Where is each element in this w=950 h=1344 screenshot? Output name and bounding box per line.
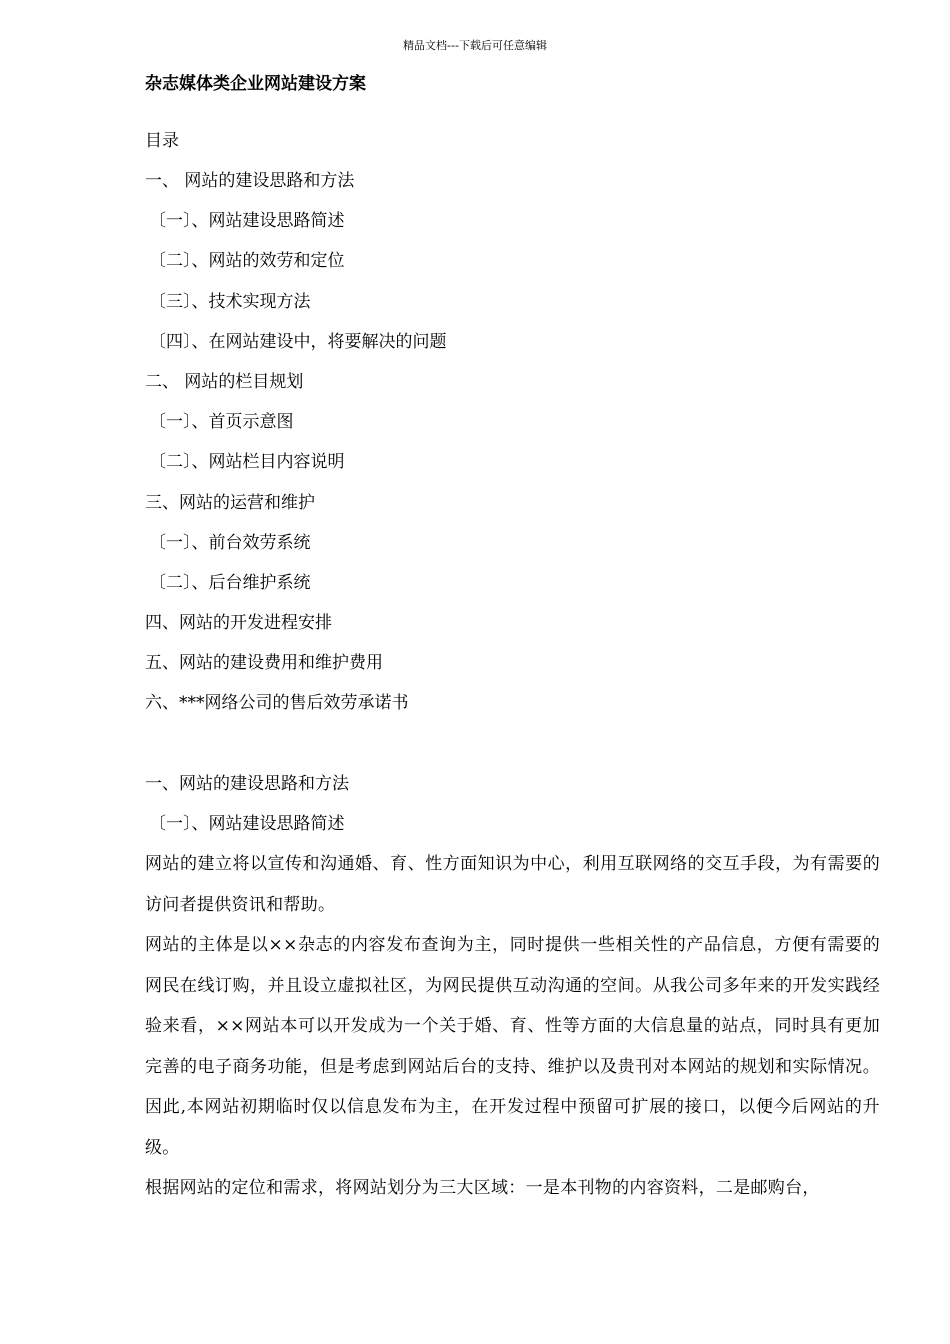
toc-item: 〔一〕、首页示意图	[149, 412, 294, 433]
section-heading: 一、网站的建设思路和方法	[145, 774, 349, 794]
toc-item: 〔二〕、后台维护系统	[149, 572, 311, 593]
section-subheading: 〔一〕、网站建设思路简述	[149, 814, 345, 834]
toc-item: 〔二〕、网站栏目内容说明	[149, 452, 345, 473]
header-note: 精品文档---下载后可任意编辑	[403, 39, 547, 52]
document-title: 杂志媒体类企业网站建设方案	[145, 74, 366, 94]
toc-item: 〔一〕、前台效劳系统	[149, 532, 311, 553]
paragraph: 网站的建立将以宣传和沟通婚、育、性方面知识为中心，利用互联网络的交互手段，为有需要的访问者提供资讯和帮助。	[145, 854, 880, 915]
toc-heading: 目录	[145, 131, 179, 151]
toc-item: 二、 网站的栏目规划	[145, 371, 304, 392]
paragraph: 根据网站的定位和需求，将网站划分为三大区域：一是本刊物的内容资料，二是邮购台，	[145, 1178, 820, 1198]
toc-item: 〔一〕、网站建设思路简述	[149, 211, 345, 232]
toc-item: 五、网站的建设费用和维护费用	[145, 653, 383, 674]
toc-item: 〔四〕、在网站建设中，将要解决的问题	[149, 331, 447, 352]
toc-item: 〔二〕、网站的效劳和定位	[149, 251, 345, 272]
toc-item: 〔三〕、技术实现方法	[149, 291, 311, 312]
toc-item: 四、网站的开发进程安排	[145, 613, 332, 634]
paragraph: 网站的主体是以××杂志的内容发布查询为主，同时提供一些相关性的产品信息，方便有需要的网民在线订购，并且设立虚拟社区，为网民提供互动沟通的空间。从我公司多年来的开发实践经验来看，××网站本可以开发成为一个关于婚、育、性等方面的大信息量的站点，同时具有更加完善的电子商务功能，但是考虑到网站后台的支持、维护以及贵刊对本网站的规划和实际情况。因此,本网站初期临时仅以信息发布为主，在开发过程中预留可扩展的接口，以便今后网站的升级。	[145, 935, 880, 1158]
toc-item: 三、网站的运营和维护	[145, 492, 315, 513]
toc-item: 六、***网络公司的售后效劳承诺书	[145, 693, 409, 714]
toc-item: 一、 网站的建设思路和方法	[145, 171, 355, 191]
section-1	[145, 772, 880, 1209]
table-of-contents	[145, 169, 447, 732]
